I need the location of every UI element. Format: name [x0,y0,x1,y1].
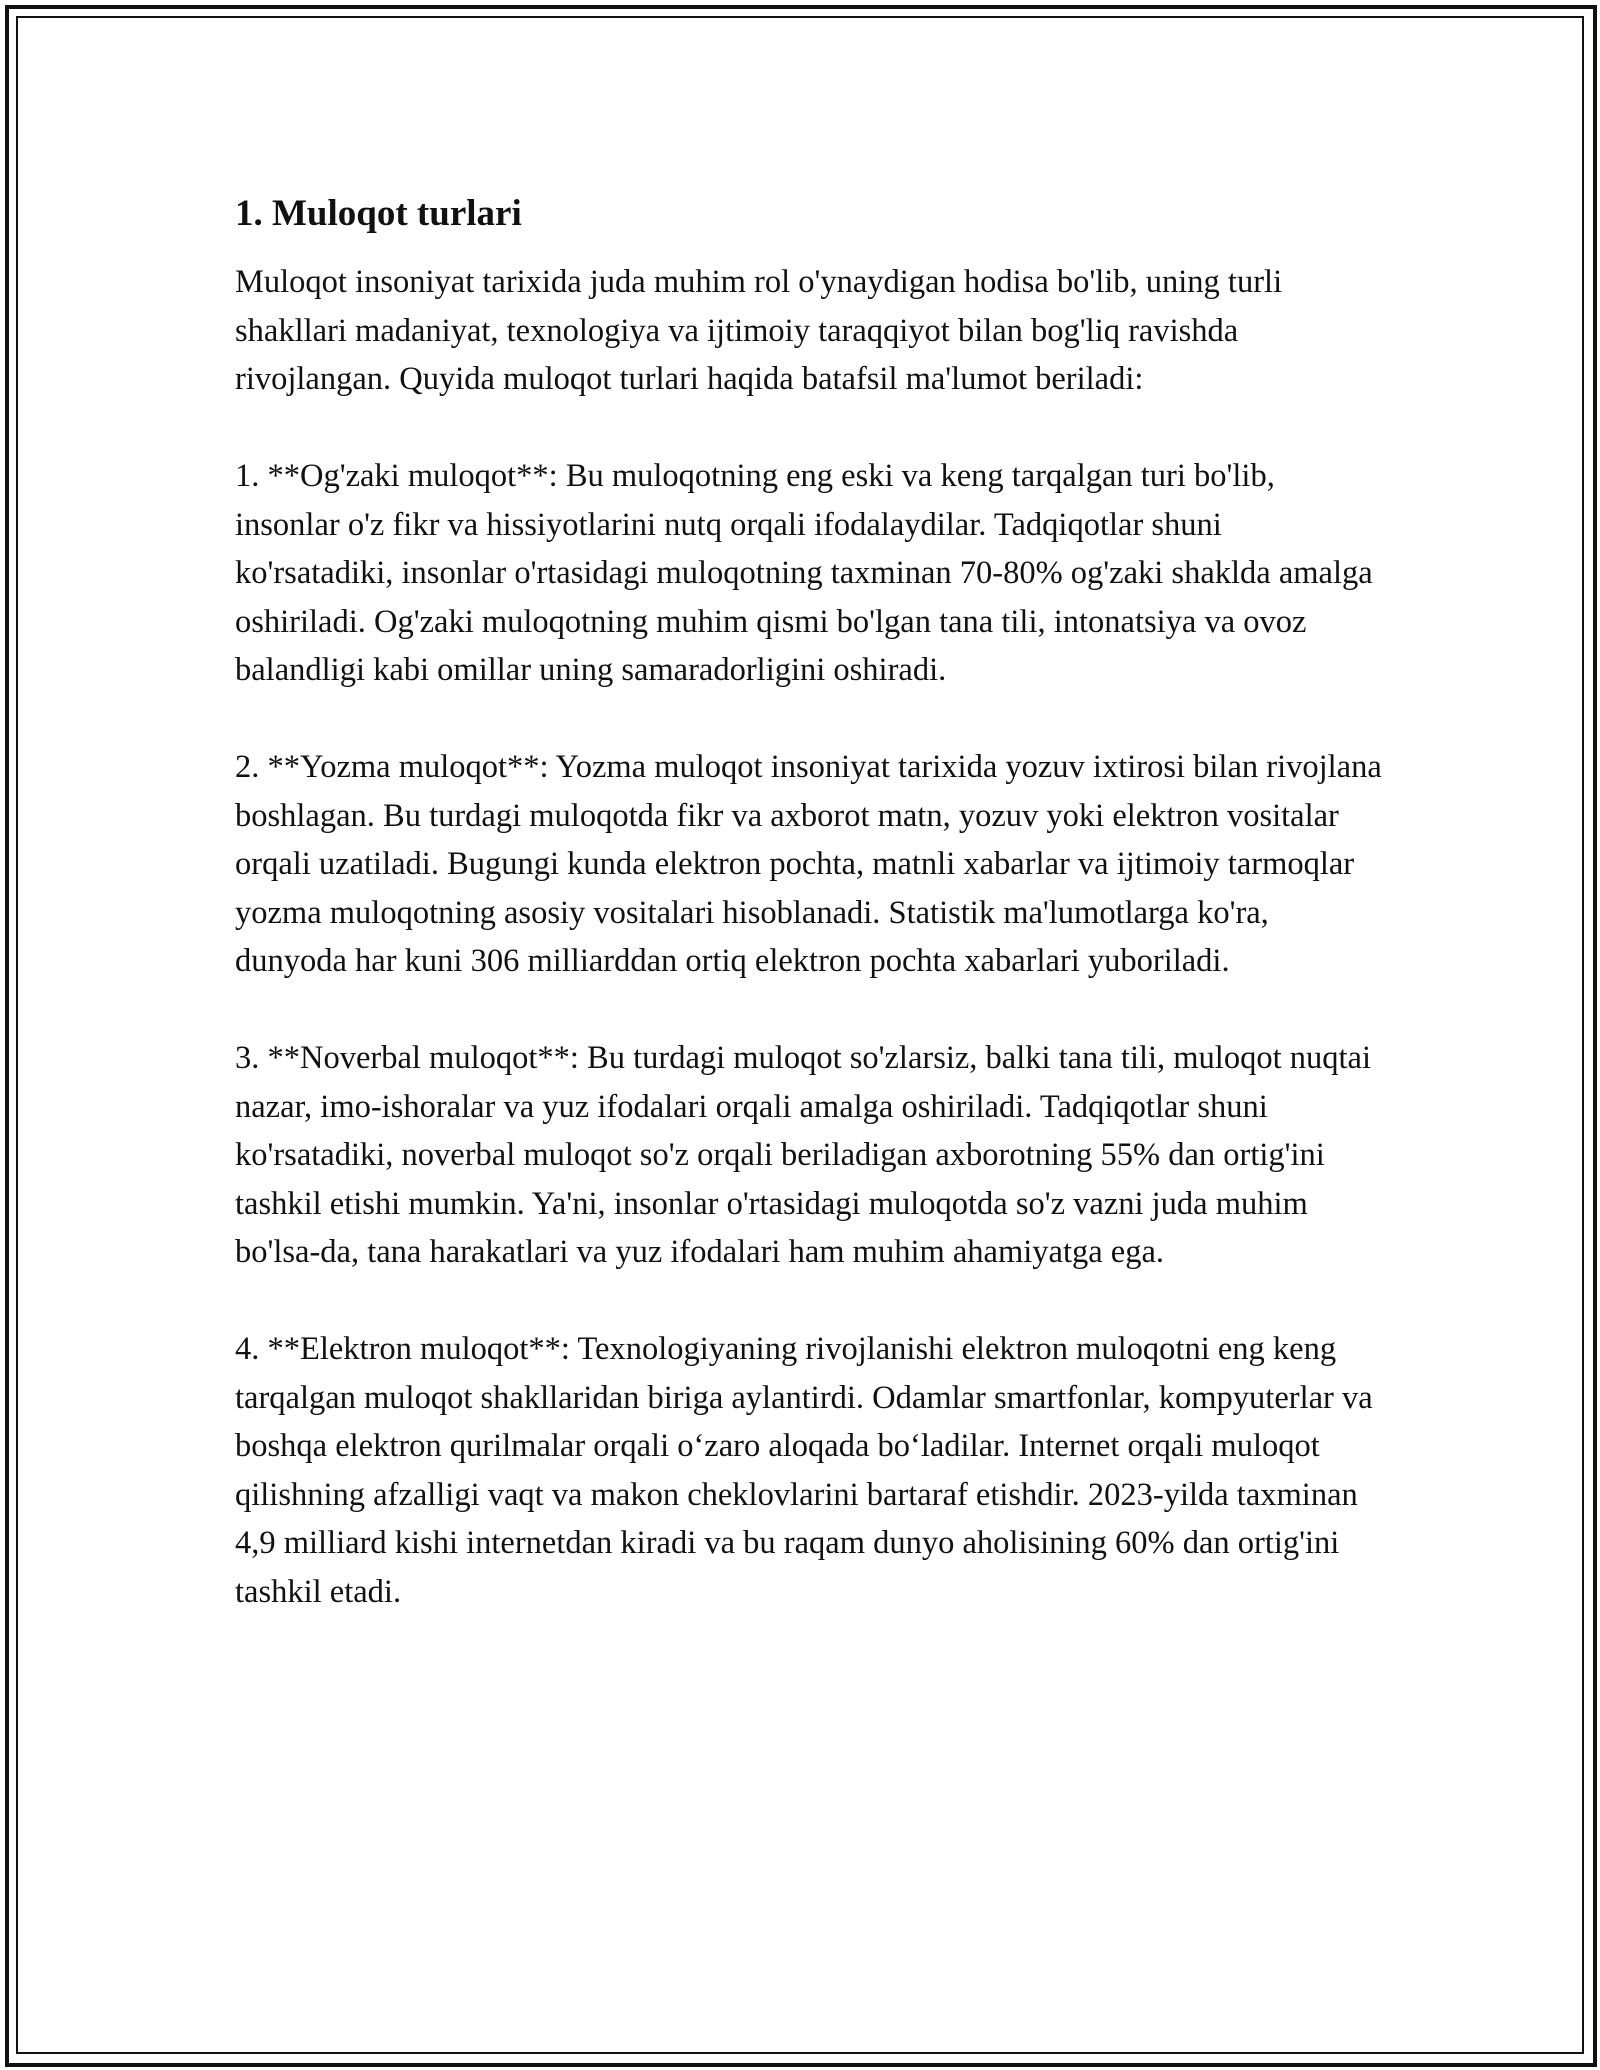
section-heading: 1. Muloqot turlari [235,193,522,234]
list-item-electronic-communication: 4. **Elektron muloqot**: Texnologiyaning rivojlanishi elektron muloqotni eng keng tarqalgan muloqot shakllaridan biriga aylantirdi. Odamlar smartfonlar, kompyuterlar va boshqa elektron qurilmalar orqali o‘zaro aloqada bo‘ladilar. Internet orqali muloqot qilishning afzalligi vaqt va makon cheklovlarini bartaraf etishdir. 2023-yilda taxminan 4,9 milliard kishi internetdan kiradi va bu raqam dunyo aholisining 60% dan ortig'ini tashkil etadi. [235,1331,1373,1610]
list-item-oral-communication: 1. **Og'zaki muloqot**: Bu muloqotning eng eski va keng tarqalgan turi bo'lib, insonlar o'z fikr va hissiyotlarini nutq orqali ifodalaydilar. Tadqiqotlar shuni ko'rsatadiki, insonlar o'rtasidagi muloqotning taxminan 70-80% og'zaki shaklda amalga oshiriladi. Og'zaki muloqotning muhim qismi bo'lgan tana tili, intonatsiya va ovoz balandligi kabi omillar uning samaradorligini oshiradi. [235,458,1373,688]
list-item-written-communication: 2. **Yozma muloqot**: Yozma muloqot insoniyat tarixida yozuv ixtirosi bilan rivojlana boshlagan. Bu turdagi muloqotda fikr va axborot matn, yozuv yoki elektron vositalar orqali uzatiladi. Bugungi kunda elektron pochta, matnli xabarlar va ijtimoiy tarmoqlar yozma muloqotning asosiy vositalari hisoblanadi. Statistik ma'lumotlarga ko'ra, dunyoda har kuni 306 milliarddan ortiq elektron pochta xabarlari yuboriladi. [235,749,1382,979]
list-item-nonverbal-communication: 3. **Noverbal muloqot**: Bu turdagi muloqot so'zlarsiz, balki tana tili, muloqot nuqtai nazar, imo-ishoralar va yuz ifodalari orqali amalga oshiriladi. Tadqiqotlar shuni ko'rsatadiki, noverbal muloqot so'z orqali beriladigan axborotning 55% dan ortig'ini tashkil etishi mumkin. Ya'ni, insonlar o'rtasidagi muloqotda so'z vazni juda muhim bo'lsa-da, tana harakatlari va yuz ifodalari ham muhim ahamiyatga ega. [235,1040,1371,1270]
document-body [235,186,1385,1616]
intro-paragraph: Muloqot insoniyat tarixida juda muhim rol o'ynaydigan hodisa bo'lib, uning turli shakllari madaniyat, texnologiya va ijtimoiy taraqqiyot bilan bog'liq ravishda rivojlangan. Quyida muloqot turlari haqida batafsil ma'lumot beriladi: [235,264,1283,397]
